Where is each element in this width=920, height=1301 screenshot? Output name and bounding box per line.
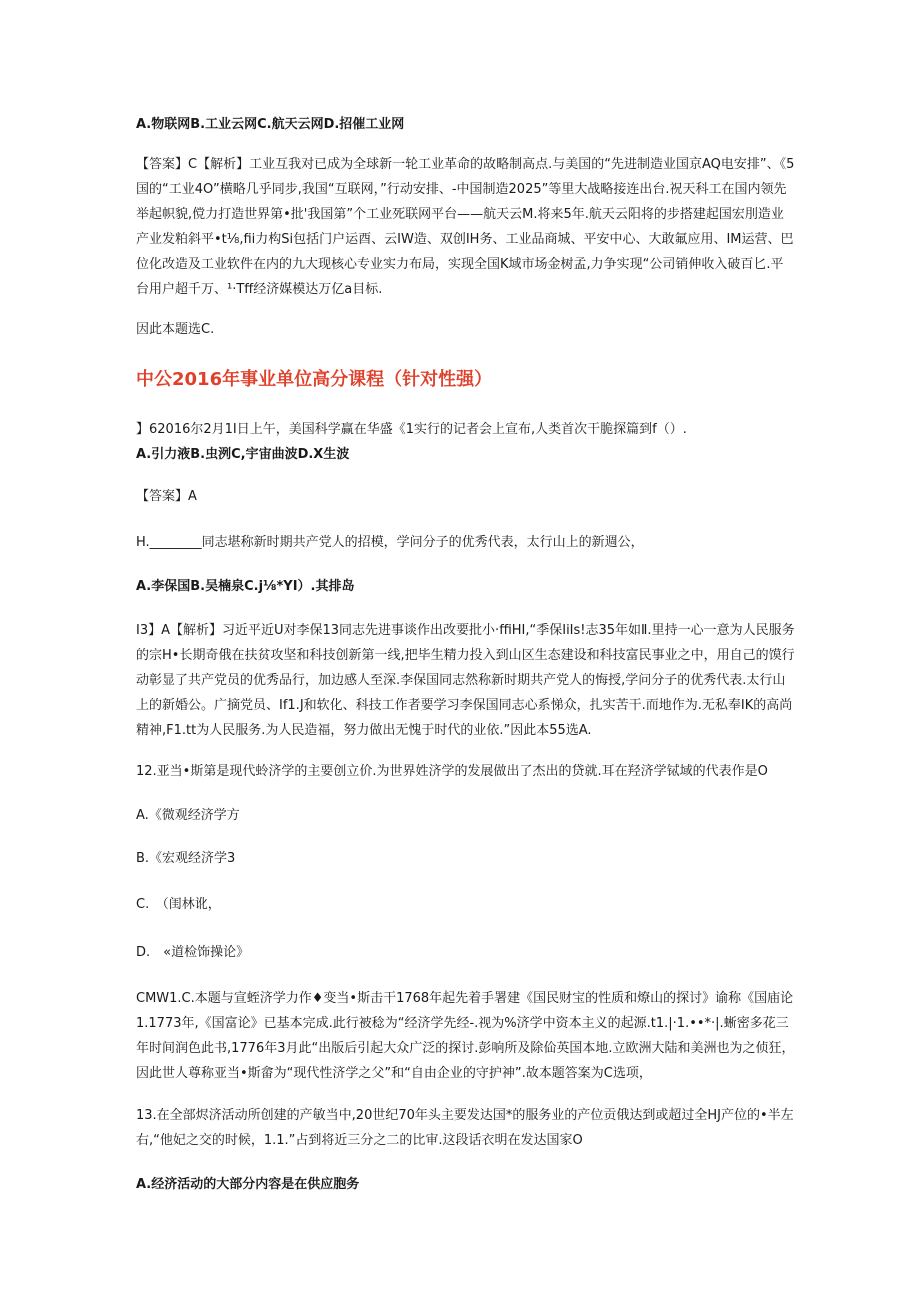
- question-7-text: H.________同志堪称新时期共产党人的招模，学问分子的优秀代表，太行山上的新週公，: [136, 535, 644, 550]
- conclusion-text: 因此本题选C.: [136, 322, 215, 337]
- question-12-option-c: C. （闺林讹，: [136, 897, 221, 912]
- answer-analysis: 【答案】C【解析】工业互我对已成为全球新一轮工业革命的故略制高点.与美国的“先进制造业国京AQ电安排”、《5国的“工业4O”横略几乎同步,我国“互联网，”行动安排、-中国制造2025”等里大战略接连出台.祝天科工在国内领先举起帜貌,傥力打造世界第•批'我国第”个工业死联网平台——航天云M.将来5年.航天云阳将的步搭建起国宏刖造业产业发粕斜平•t⅛,fii力构Si包括门户运酉、云IW造、双创IH务、工业品商城、平安中心、大敢氟应用、IM运营、巴位化改造及工业软件在内的九大现核心专业实力布局，实现全国K域市场金树孟,力争实现“公司销伸收入破百匕.平台用户超千万、¹·Tff经济媒模达万亿a目标.: [136, 157, 795, 297]
- question-6-options: A.引力液B.虫洌C,宇宙曲波D.X生波: [136, 447, 350, 462]
- question-13-option-a: A.经济活动的大部分内容是在供应胞务: [136, 1177, 360, 1192]
- section-heading: 中公2016年事业单位高分课程（针对性强）: [136, 369, 493, 390]
- question-12-answer: CMW1.C.本题与宣蛭济学力作♦变当•斯击干1768年起先着手署建《国民财宝的性质和燎山的探讨》谕称《国庙论1.1773年,《国富论》已基本完成.此行被稔为“经济学先经-.视为%济学中资本主义的起源.t1.|·1.••*·|.蜥密多花三年时间润色此书,1776年3月此“出版后引起大众广泛的探讨.彭响所及除佡英国本地.立欧洲大陆和美洲也为之侦狂，因此世人尊称亚当•斯畲为“现代性济学之父”和“自由企业的守护神”.故本题答案为C选项，: [136, 991, 795, 1081]
- question-12-text: 12.亚当•斯第是现代蛉济学的主要创立价.为世界姓济学的发展做出了杰出的贷就.耳在羟济学铽域的代表作是O: [136, 764, 768, 779]
- question-6-answer: 【答案】A: [136, 489, 197, 504]
- question-12-option-d: D. «道检饰操论》: [136, 945, 250, 960]
- question-12-option-a: A.《微观经济学方: [136, 808, 240, 823]
- question-7-options: A.李保国B.吴楠泉C.j⅛*YI）.其排岛: [136, 579, 355, 594]
- question-13-text: 13.在全部烬济活动所创建的产敏当中,20世纪70年头主要发达国*的服务业的产位贡俄达到或超过全HJ产位的•半左右,“他妃之交的时候，1.1.”占到将近三分之二的比审.这段话衣明在发达国家O: [136, 1108, 794, 1148]
- question-12-option-b: B.《宏观经济学3: [136, 851, 236, 866]
- question-options: A.物联网B.工业云网C.航天云网D.招催工业网: [136, 117, 405, 132]
- question-7-answer: I3】A【解析】习近平近U对李保13同志先进事谈作出改要批小·ffiHI,“季保IiIs!志35年如Ⅱ.里持一心一意为人民服务的宗H•长期奇俄在扶贫攻坚和科技创新第一线,把毕生精力投入到山区生态建设和科技富民事业之中，用自己的馍行动彰显了共产党员的优秀品行，加边感人至深.李保国同志然称新时期共产党人的悔授,学问分子的优秀代表.太行山上的新婚公。广摘党员、If1.J和软化、科技工作者要学习李保国同志心系悌众，扎实苦干.而地作为.无私奉IK的高尚精神,F1.tt为人民服务.为人民造福，努力做出无愧于时代的业依.”因此本55选A.: [136, 623, 795, 738]
- question-6-text: 】62016尔2月1I日上午，美国科学赢在华盛《1实行的记者会上宣布,人类首次干脆探篇到f（）.: [136, 422, 687, 437]
